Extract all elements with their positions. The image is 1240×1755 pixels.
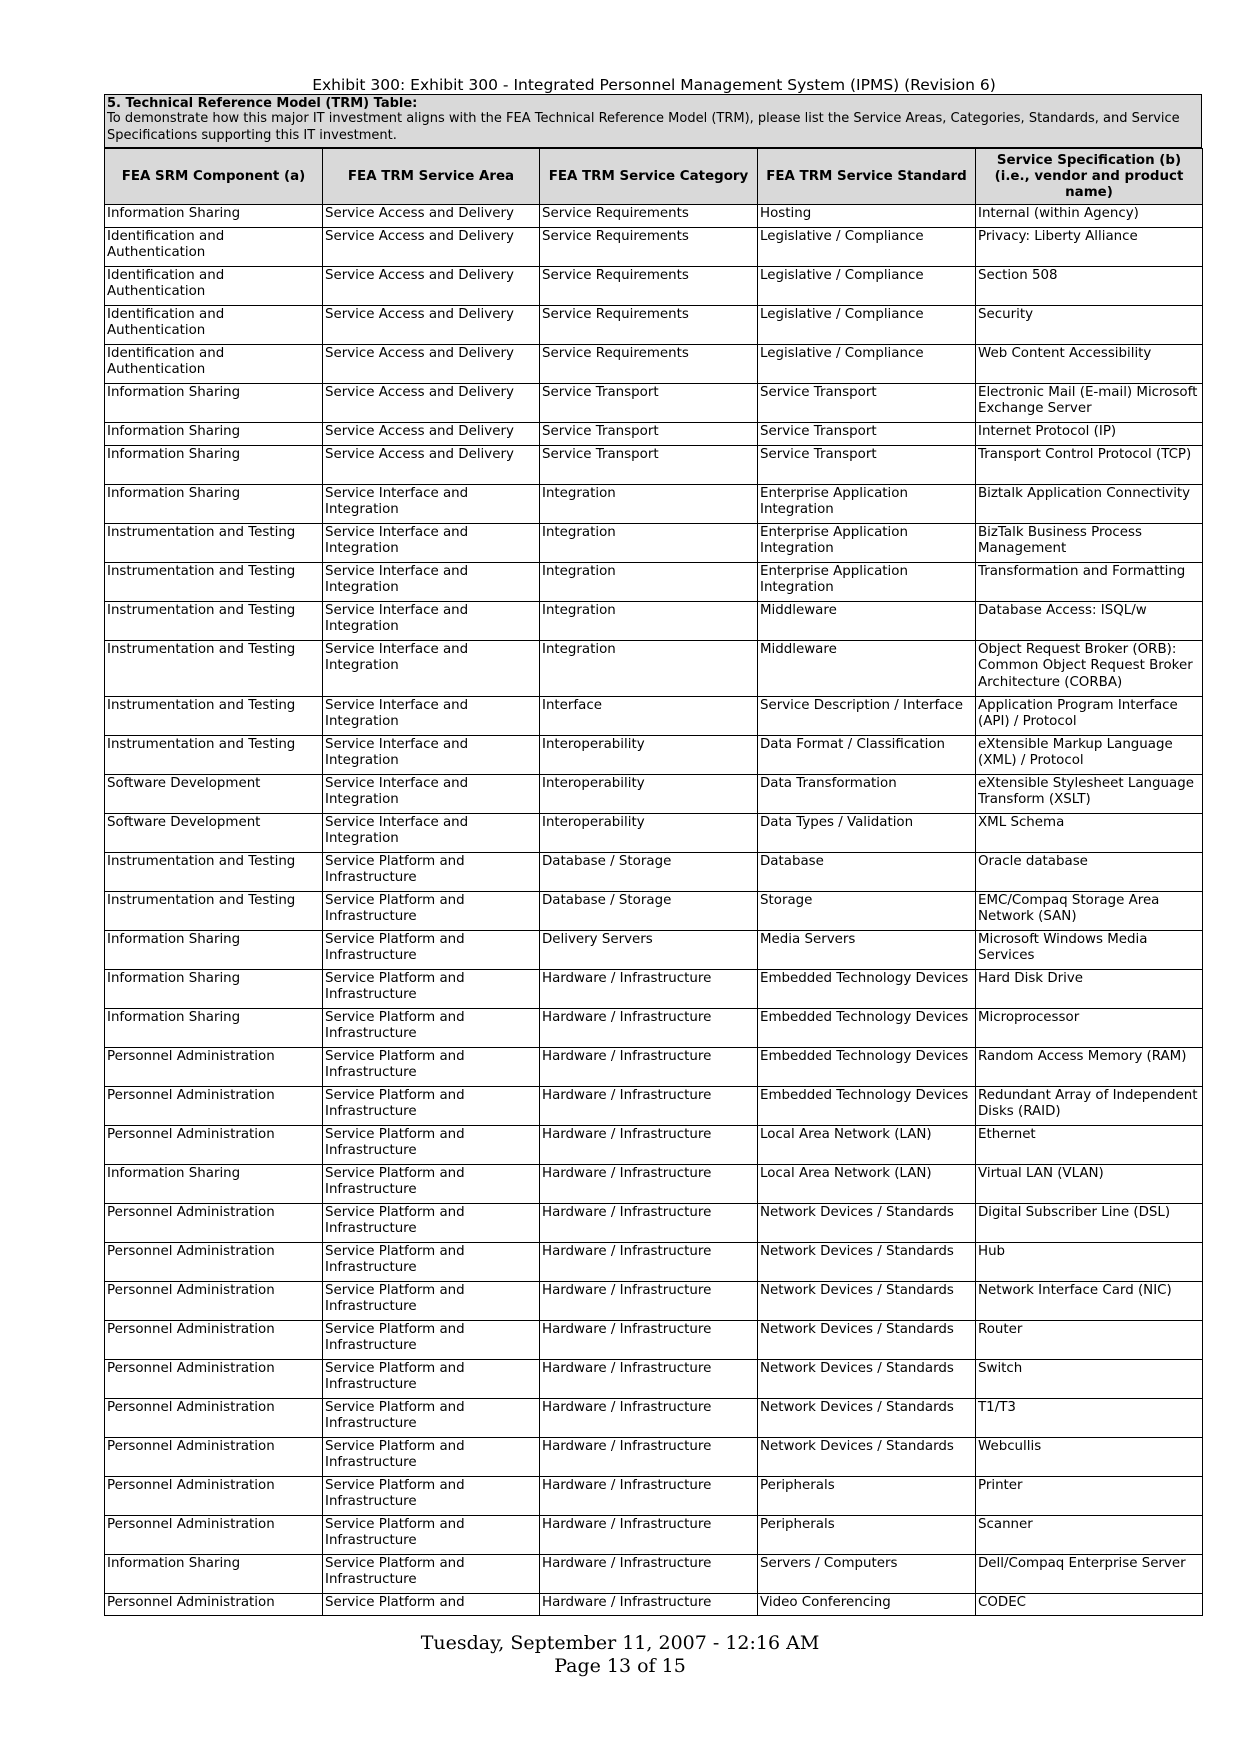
cell-service-area: Service Platform and Infrastructure <box>323 1048 540 1087</box>
cell-srm-component: Instrumentation and Testing <box>105 736 323 775</box>
cell-service-standard: Storage <box>758 892 976 931</box>
header-service-standard: FEA TRM Service Standard <box>758 149 976 205</box>
trm-table <box>104 148 1203 1616</box>
cell-service-area: Service Platform and Infrastructure <box>323 1360 540 1399</box>
cell-service-specification: Microprocessor <box>976 1009 1203 1048</box>
table-row <box>105 345 1203 384</box>
footer-page-number: Page 13 of 15 <box>554 1655 686 1677</box>
cell-srm-component: Instrumentation and Testing <box>105 602 323 641</box>
cell-service-standard: Network Devices / Standards <box>758 1204 976 1243</box>
cell-service-standard: Middleware <box>758 602 976 641</box>
cell-srm-component: Information Sharing <box>105 485 323 524</box>
cell-service-area: Service Platform and Infrastructure <box>323 1009 540 1048</box>
header-service-specification: Service Specification (b) (i.e., vendor and product name) <box>976 149 1203 205</box>
cell-service-specification: EMC/Compaq Storage Area Network (SAN) <box>976 892 1203 931</box>
cell-service-area: Service Interface and Integration <box>323 563 540 602</box>
table-row <box>105 228 1203 267</box>
cell-service-category: Integration <box>540 524 758 563</box>
cell-service-area: Service Access and Delivery <box>323 384 540 423</box>
cell-service-specification: Router <box>976 1321 1203 1360</box>
cell-service-specification: Digital Subscriber Line (DSL) <box>976 1204 1203 1243</box>
cell-service-area: Service Platform and <box>323 1594 540 1616</box>
cell-service-area: Service Interface and Integration <box>323 697 540 736</box>
cell-service-category: Integration <box>540 641 758 697</box>
cell-service-area: Service Platform and Infrastructure <box>323 1477 540 1516</box>
cell-service-specification: Database Access: ISQL/w <box>976 602 1203 641</box>
table-row <box>105 524 1203 563</box>
cell-srm-component: Information Sharing <box>105 423 323 446</box>
cell-service-specification: Object Request Broker (ORB): Common Object Request Broker Architecture (CORBA) <box>976 641 1203 697</box>
table-row <box>105 1243 1203 1282</box>
cell-service-specification: Electronic Mail (E-mail) Microsoft Exchange Server <box>976 384 1203 423</box>
cell-srm-component: Instrumentation and Testing <box>105 853 323 892</box>
table-row <box>105 602 1203 641</box>
cell-service-standard: Hosting <box>758 205 976 228</box>
cell-service-area: Service Access and Delivery <box>323 446 540 485</box>
cell-service-area: Service Access and Delivery <box>323 228 540 267</box>
cell-service-specification: Microsoft Windows Media Services <box>976 931 1203 970</box>
cell-service-specification: Network Interface Card (NIC) <box>976 1282 1203 1321</box>
cell-service-specification: Biztalk Application Connectivity <box>976 485 1203 524</box>
cell-service-standard: Embedded Technology Devices <box>758 970 976 1009</box>
table-row <box>105 853 1203 892</box>
table-row <box>105 931 1203 970</box>
cell-service-category: Hardware / Infrastructure <box>540 1204 758 1243</box>
table-row <box>105 446 1203 485</box>
cell-service-standard: Data Format / Classification <box>758 736 976 775</box>
cell-service-category: Database / Storage <box>540 892 758 931</box>
cell-service-standard: Middleware <box>758 641 976 697</box>
table-row <box>105 563 1203 602</box>
table-row <box>105 1555 1203 1594</box>
cell-srm-component: Personnel Administration <box>105 1360 323 1399</box>
cell-service-area: Service Platform and Infrastructure <box>323 1165 540 1204</box>
cell-service-standard: Peripherals <box>758 1516 976 1555</box>
cell-service-standard: Service Transport <box>758 384 976 423</box>
cell-srm-component: Personnel Administration <box>105 1243 323 1282</box>
table-row <box>105 1477 1203 1516</box>
cell-service-category: Hardware / Infrastructure <box>540 1438 758 1477</box>
table-row <box>105 1438 1203 1477</box>
cell-service-area: Service Platform and Infrastructure <box>323 892 540 931</box>
cell-service-standard: Peripherals <box>758 1477 976 1516</box>
cell-service-category: Hardware / Infrastructure <box>540 1516 758 1555</box>
cell-srm-component: Identification and Authentication <box>105 267 323 306</box>
cell-service-standard: Embedded Technology Devices <box>758 1009 976 1048</box>
cell-service-area: Service Platform and Infrastructure <box>323 1321 540 1360</box>
table-row <box>105 814 1203 853</box>
cell-service-specification: Ethernet <box>976 1126 1203 1165</box>
cell-service-area: Service Platform and Infrastructure <box>323 1438 540 1477</box>
cell-service-specification: Transport Control Protocol (TCP) <box>976 446 1203 485</box>
cell-service-specification: Printer <box>976 1477 1203 1516</box>
cell-service-standard: Local Area Network (LAN) <box>758 1165 976 1204</box>
cell-service-standard: Data Types / Validation <box>758 814 976 853</box>
cell-service-specification: CODEC <box>976 1594 1203 1616</box>
cell-srm-component: Personnel Administration <box>105 1438 323 1477</box>
cell-service-area: Service Platform and Infrastructure <box>323 931 540 970</box>
cell-service-area: Service Platform and Infrastructure <box>323 1516 540 1555</box>
cell-service-area: Service Platform and Infrastructure <box>323 853 540 892</box>
cell-service-specification: Dell/Compaq Enterprise Server <box>976 1555 1203 1594</box>
table-row <box>105 1126 1203 1165</box>
table-row <box>105 1516 1203 1555</box>
cell-service-area: Service Access and Delivery <box>323 345 540 384</box>
table-row <box>105 423 1203 446</box>
cell-service-specification: T1/T3 <box>976 1399 1203 1438</box>
cell-service-area: Service Access and Delivery <box>323 267 540 306</box>
cell-service-category: Service Transport <box>540 384 758 423</box>
cell-service-area: Service Access and Delivery <box>323 423 540 446</box>
cell-service-category: Integration <box>540 485 758 524</box>
cell-srm-component: Information Sharing <box>105 384 323 423</box>
cell-service-specification: Internet Protocol (IP) <box>976 423 1203 446</box>
header-service-area: FEA TRM Service Area <box>323 149 540 205</box>
cell-service-standard: Data Transformation <box>758 775 976 814</box>
cell-service-area: Service Platform and Infrastructure <box>323 1087 540 1126</box>
cell-service-area: Service Platform and Infrastructure <box>323 1282 540 1321</box>
cell-service-specification: Switch <box>976 1360 1203 1399</box>
cell-service-category: Service Requirements <box>540 306 758 345</box>
footer-timestamp: Tuesday, September 11, 2007 - 12:16 AM <box>420 1632 820 1654</box>
cell-service-standard: Network Devices / Standards <box>758 1321 976 1360</box>
cell-service-area: Service Interface and Integration <box>323 814 540 853</box>
cell-service-area: Service Interface and Integration <box>323 602 540 641</box>
cell-service-category: Hardware / Infrastructure <box>540 1321 758 1360</box>
table-row <box>105 697 1203 736</box>
cell-service-area: Service Platform and Infrastructure <box>323 1204 540 1243</box>
cell-service-standard: Network Devices / Standards <box>758 1282 976 1321</box>
cell-service-standard: Database <box>758 853 976 892</box>
cell-service-category: Hardware / Infrastructure <box>540 1165 758 1204</box>
table-row <box>105 1321 1203 1360</box>
cell-service-area: Service Interface and Integration <box>323 736 540 775</box>
cell-srm-component: Instrumentation and Testing <box>105 697 323 736</box>
cell-service-category: Hardware / Infrastructure <box>540 1048 758 1087</box>
cell-srm-component: Personnel Administration <box>105 1321 323 1360</box>
cell-service-standard: Video Conferencing <box>758 1594 976 1616</box>
cell-service-specification: Internal (within Agency) <box>976 205 1203 228</box>
cell-service-specification: eXtensible Markup Language (XML) / Protocol <box>976 736 1203 775</box>
cell-service-category: Hardware / Infrastructure <box>540 1126 758 1165</box>
cell-service-category: Integration <box>540 602 758 641</box>
section-header <box>104 94 1202 148</box>
cell-service-area: Service Interface and Integration <box>323 485 540 524</box>
table-row <box>105 775 1203 814</box>
table-row <box>105 1048 1203 1087</box>
cell-srm-component: Personnel Administration <box>105 1204 323 1243</box>
cell-service-standard: Enterprise Application Integration <box>758 485 976 524</box>
cell-service-category: Delivery Servers <box>540 931 758 970</box>
cell-service-specification: Transformation and Formatting <box>976 563 1203 602</box>
cell-srm-component: Information Sharing <box>105 931 323 970</box>
cell-service-category: Interoperability <box>540 736 758 775</box>
page-title: Exhibit 300: Exhibit 300 - Integrated Personnel Management System (IPMS) (Revision 6) <box>312 76 996 94</box>
cell-service-area: Service Platform and Infrastructure <box>323 1243 540 1282</box>
cell-service-standard: Enterprise Application Integration <box>758 524 976 563</box>
cell-service-standard: Embedded Technology Devices <box>758 1087 976 1126</box>
table-row <box>105 1360 1203 1399</box>
cell-service-area: Service Interface and Integration <box>323 775 540 814</box>
cell-service-category: Service Requirements <box>540 345 758 384</box>
cell-srm-component: Information Sharing <box>105 205 323 228</box>
table-row <box>105 1399 1203 1438</box>
cell-service-standard: Network Devices / Standards <box>758 1399 976 1438</box>
cell-srm-component: Personnel Administration <box>105 1399 323 1438</box>
cell-srm-component: Identification and Authentication <box>105 228 323 267</box>
cell-service-standard: Network Devices / Standards <box>758 1360 976 1399</box>
cell-srm-component: Software Development <box>105 775 323 814</box>
table-row <box>105 641 1203 697</box>
table-row <box>105 1282 1203 1321</box>
cell-service-category: Hardware / Infrastructure <box>540 1555 758 1594</box>
cell-srm-component: Instrumentation and Testing <box>105 524 323 563</box>
cell-service-area: Service Platform and Infrastructure <box>323 970 540 1009</box>
cell-service-specification: XML Schema <box>976 814 1203 853</box>
cell-srm-component: Personnel Administration <box>105 1126 323 1165</box>
table-row <box>105 205 1203 228</box>
cell-service-specification: Virtual LAN (VLAN) <box>976 1165 1203 1204</box>
cell-service-standard: Legislative / Compliance <box>758 267 976 306</box>
cell-service-standard: Media Servers <box>758 931 976 970</box>
cell-service-category: Hardware / Infrastructure <box>540 1243 758 1282</box>
cell-service-standard: Network Devices / Standards <box>758 1438 976 1477</box>
cell-service-category: Interoperability <box>540 814 758 853</box>
cell-service-category: Hardware / Infrastructure <box>540 1282 758 1321</box>
cell-service-area: Service Access and Delivery <box>323 306 540 345</box>
cell-service-category: Service Transport <box>540 423 758 446</box>
cell-service-standard: Legislative / Compliance <box>758 345 976 384</box>
cell-service-category: Hardware / Infrastructure <box>540 1399 758 1438</box>
table-row <box>105 485 1203 524</box>
table-row <box>105 970 1203 1009</box>
cell-srm-component: Information Sharing <box>105 1009 323 1048</box>
cell-service-area: Service Platform and Infrastructure <box>323 1555 540 1594</box>
cell-srm-component: Identification and Authentication <box>105 345 323 384</box>
cell-service-category: Service Requirements <box>540 228 758 267</box>
cell-service-specification: Oracle database <box>976 853 1203 892</box>
cell-service-area: Service Interface and Integration <box>323 524 540 563</box>
table-row <box>105 892 1203 931</box>
cell-service-standard: Local Area Network (LAN) <box>758 1126 976 1165</box>
table-row <box>105 1087 1203 1126</box>
cell-service-category: Service Transport <box>540 446 758 485</box>
cell-service-standard: Legislative / Compliance <box>758 228 976 267</box>
table-row <box>105 384 1203 423</box>
table-row <box>105 267 1203 306</box>
section-title: 5. Technical Reference Model (TRM) Table: <box>107 96 418 111</box>
cell-service-category: Hardware / Infrastructure <box>540 1360 758 1399</box>
cell-service-standard: Network Devices / Standards <box>758 1243 976 1282</box>
cell-srm-component: Information Sharing <box>105 1555 323 1594</box>
page-footer <box>0 1632 1240 1678</box>
cell-service-specification: Section 508 <box>976 267 1203 306</box>
cell-service-category: Interface <box>540 697 758 736</box>
header-service-category: FEA TRM Service Category <box>540 149 758 205</box>
cell-service-specification: Redundant Array of Independent Disks (RAID) <box>976 1087 1203 1126</box>
cell-service-standard: Service Transport <box>758 423 976 446</box>
cell-service-standard: Service Description / Interface <box>758 697 976 736</box>
cell-service-specification: Hard Disk Drive <box>976 970 1203 1009</box>
header-srm-component: FEA SRM Component (a) <box>105 149 323 205</box>
cell-service-specification: Web Content Accessibility <box>976 345 1203 384</box>
cell-srm-component: Personnel Administration <box>105 1282 323 1321</box>
cell-service-area: Service Access and Delivery <box>323 205 540 228</box>
cell-service-category: Hardware / Infrastructure <box>540 1594 758 1616</box>
cell-service-standard: Enterprise Application Integration <box>758 563 976 602</box>
cell-srm-component: Information Sharing <box>105 1165 323 1204</box>
cell-service-specification: Security <box>976 306 1203 345</box>
cell-srm-component: Instrumentation and Testing <box>105 641 323 697</box>
cell-service-standard: Service Transport <box>758 446 976 485</box>
cell-service-category: Hardware / Infrastructure <box>540 1087 758 1126</box>
cell-service-standard: Legislative / Compliance <box>758 306 976 345</box>
table-row <box>105 1165 1203 1204</box>
cell-service-specification: Scanner <box>976 1516 1203 1555</box>
cell-srm-component: Instrumentation and Testing <box>105 563 323 602</box>
cell-service-area: Service Interface and Integration <box>323 641 540 697</box>
cell-service-specification: Webcullis <box>976 1438 1203 1477</box>
cell-service-area: Service Platform and Infrastructure <box>323 1126 540 1165</box>
table-body <box>105 205 1203 1616</box>
cell-service-specification: Privacy: Liberty Alliance <box>976 228 1203 267</box>
cell-srm-component: Personnel Administration <box>105 1594 323 1616</box>
cell-srm-component: Information Sharing <box>105 970 323 1009</box>
cell-service-specification: BizTalk Business Process Management <box>976 524 1203 563</box>
section-description: To demonstrate how this major IT investment aligns with the FEA Technical Reference Model (TRM), please list the Service Areas, Categories, Standards, and Service Specifications supporting this IT investment. <box>107 111 1180 143</box>
cell-service-specification: Hub <box>976 1243 1203 1282</box>
cell-service-specification: Random Access Memory (RAM) <box>976 1048 1203 1087</box>
cell-srm-component: Personnel Administration <box>105 1477 323 1516</box>
cell-service-area: Service Platform and Infrastructure <box>323 1399 540 1438</box>
cell-service-specification: eXtensible Stylesheet Language Transform (XSLT) <box>976 775 1203 814</box>
cell-service-category: Service Requirements <box>540 267 758 306</box>
cell-service-category: Hardware / Infrastructure <box>540 1009 758 1048</box>
cell-service-category: Integration <box>540 563 758 602</box>
cell-service-category: Database / Storage <box>540 853 758 892</box>
header-row <box>105 149 1203 205</box>
table-row <box>105 1594 1203 1616</box>
cell-srm-component: Instrumentation and Testing <box>105 892 323 931</box>
cell-service-category: Interoperability <box>540 775 758 814</box>
cell-service-specification: Application Program Interface (API) / Protocol <box>976 697 1203 736</box>
cell-srm-component: Personnel Administration <box>105 1087 323 1126</box>
cell-srm-component: Identification and Authentication <box>105 306 323 345</box>
table-row <box>105 306 1203 345</box>
cell-service-category: Service Requirements <box>540 205 758 228</box>
table-row <box>105 736 1203 775</box>
cell-srm-component: Personnel Administration <box>105 1516 323 1555</box>
table-row <box>105 1204 1203 1243</box>
cell-service-category: Hardware / Infrastructure <box>540 1477 758 1516</box>
cell-service-category: Hardware / Infrastructure <box>540 970 758 1009</box>
cell-srm-component: Information Sharing <box>105 446 323 485</box>
cell-srm-component: Software Development <box>105 814 323 853</box>
cell-service-standard: Servers / Computers <box>758 1555 976 1594</box>
cell-srm-component: Personnel Administration <box>105 1048 323 1087</box>
cell-service-standard: Embedded Technology Devices <box>758 1048 976 1087</box>
table-row <box>105 1009 1203 1048</box>
